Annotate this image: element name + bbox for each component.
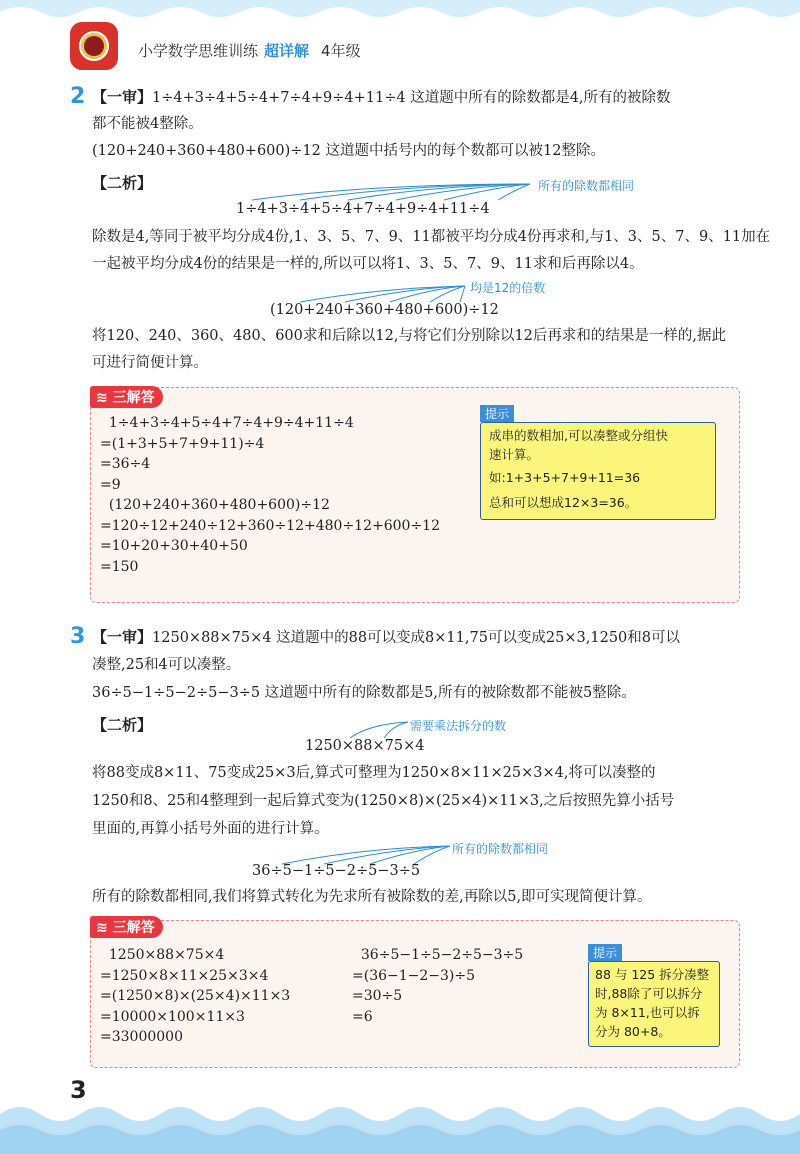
book-highlight: 超详解 bbox=[264, 42, 310, 60]
q2-annotation-2: 均是12的倍数 bbox=[470, 281, 546, 295]
q2-solution-steps: 1÷4+3÷4+5÷4+7÷4+9÷4+11÷4 =(1+3+5+7+9+11)÷4 =36÷4 =9 (120+240+360+480+600)÷12 =120÷12+240÷12+360÷12+480÷12+600÷12 =10+20+30+40+50 =150 bbox=[100, 415, 440, 575]
q2-review-line-3: (120+240+360+480+600)÷12 这道题中括号内的每个数都可以被12整除。 bbox=[92, 143, 605, 159]
q3-solution-steps-right: 36÷5−1÷5−2÷5−3÷5 =(36−1−2−3)÷5 =30÷5 =6 bbox=[352, 947, 524, 1025]
q2-analysis-para-1-line-1: 除数是4,等同于被平均分成4份,1、3、5、7、9、11都被平均分成4份再求和,与1、3、5、7、9、11加在 bbox=[92, 229, 771, 245]
q3-review-line-1: 【一审】1250×88×75×4 这道题中的88可以变成8×11,75可以变成25×3,1250和8可以 bbox=[92, 628, 680, 646]
q3-hint-tag: 提示 bbox=[588, 944, 622, 961]
q2-review-line-1: 【一审】1÷4+3÷4+5÷4+7÷4+9÷4+11÷4 这道题中所有的除数都是4,所有的被除数 bbox=[92, 88, 671, 106]
q2-analysis-para-2-line-2: 可进行简便计算。 bbox=[92, 355, 208, 371]
q3-review-line-3: 36÷5−1÷5−2÷5−3÷5 这道题中所有的除数都是5,所有的被除数都不能被5整除。 bbox=[92, 685, 636, 701]
question-number-2: 2 bbox=[70, 84, 86, 109]
q3-analysis-para-1-line-3: 里面的,再算小括号外面的进行计算。 bbox=[92, 821, 329, 837]
q3-solution-steps-left: 1250×88×75×4 =1250×8×11×25×3×4 =(1250×8)×(25×4)×11×3 =10000×100×11×3 =33000000 bbox=[100, 947, 291, 1045]
q3-solution-tag: ≋ 三解答 bbox=[90, 916, 163, 938]
header-title bbox=[138, 40, 361, 61]
book-title: 小学数学思维训练 bbox=[138, 42, 259, 60]
q2-analysis-tag: 【二析】 bbox=[92, 174, 153, 192]
q3-annotation-1: 需要乘法拆分的数 bbox=[410, 719, 507, 733]
top-wave-decoration bbox=[0, 0, 800, 28]
bottom-wave-decoration bbox=[0, 1096, 800, 1154]
grade-label: 4年级 bbox=[321, 42, 361, 60]
q3-review-tag: 【一审】 bbox=[92, 628, 153, 646]
q2-hint-box: 成串的数相加,可以凑整或分组快 速计算。 如:1+3+5+7+9+11=36 总和可以想成12×3=36。 bbox=[480, 422, 716, 520]
question-number-3: 3 bbox=[70, 624, 86, 649]
q2-solution-tag: ≋ 三解答 bbox=[90, 386, 163, 408]
q2-analysis-para-1-line-2: 一起被平均分成4份的结果是一样的,所以可以将1、3、5、7、9、11求和后再除以4。 bbox=[92, 256, 644, 272]
q3-analysis-para-2-line-1: 所有的除数都相同,我们将算式转化为先求所有被除数的差,再除以5,即可实现简便计算。 bbox=[92, 889, 652, 905]
q3-analysis-tag: 【二析】 bbox=[92, 716, 153, 734]
q2-analysis-para-2-line-1: 将120、240、360、480、600求和后除以12,与将它们分别除以12后再求和的结果是一样的,据此 bbox=[92, 328, 726, 344]
q3-annotation-2: 所有的除数都相同 bbox=[452, 842, 549, 856]
q2-hint-tag: 提示 bbox=[480, 405, 514, 422]
q3-review-line-2: 凑整,25和4可以凑整。 bbox=[92, 657, 241, 673]
q2-expression-2: (120+240+360+480+600)÷12 bbox=[270, 302, 499, 318]
q3-expression-1: 1250×88×75×4 bbox=[305, 738, 425, 754]
q2-review-tag: 【一审】 bbox=[92, 88, 153, 106]
book-logo bbox=[70, 22, 118, 70]
q3-analysis-para-1-line-2: 1250和8、25和4整理到一起后算式变为(1250×8)×(25×4)×11×3,之后按照先算小括号 bbox=[92, 793, 675, 809]
q2-expression-1: 1÷4+3÷4+5÷4+7÷4+9÷4+11÷4 bbox=[236, 201, 490, 217]
q2-review-line-2: 都不能被4整除。 bbox=[92, 116, 203, 132]
q3-analysis-para-1-line-1: 将88变成8×11、75变成25×3后,算式可整理为1250×8×11×25×3×4,将可以凑整的 bbox=[92, 765, 656, 781]
q3-expression-2: 36÷5−1÷5−2÷5−3÷5 bbox=[252, 863, 421, 879]
q2-annotation-1: 所有的除数都相同 bbox=[538, 179, 635, 193]
q3-hint-box: 88 与 125 拆分凑整 时,88除了可以拆分 为 8×11,也可以拆 分为 80+8。 bbox=[588, 961, 720, 1047]
page-number: 3 bbox=[70, 1076, 87, 1104]
